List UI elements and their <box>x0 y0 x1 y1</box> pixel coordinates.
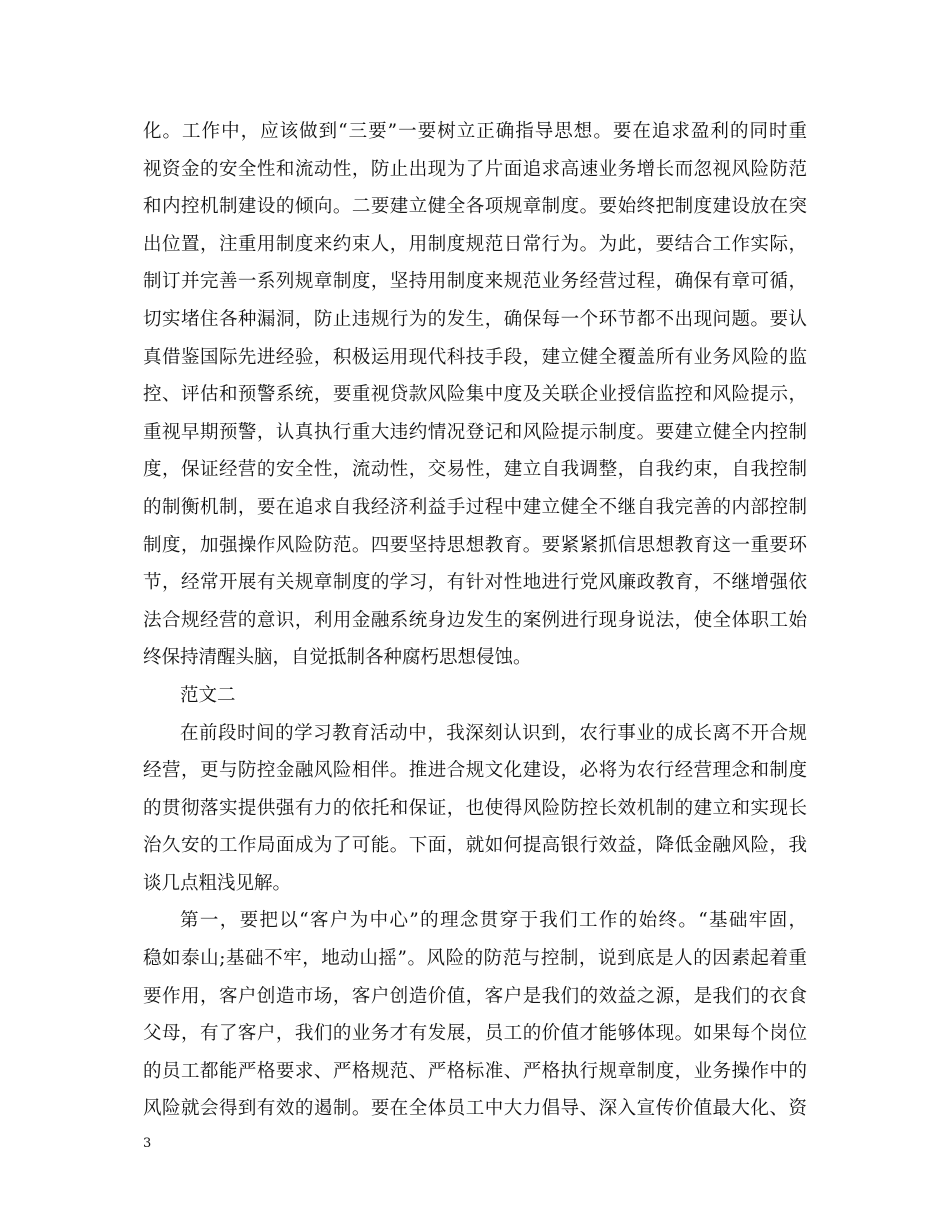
text-line: 要作用，客户创造市场，客户创造价值，客户是我们的效益之源，是我们的衣食 <box>143 985 807 1007</box>
text-line: 稳如泰山;基础不牢，地动山摇”。风险的防范与控制，说到底是人的因素起着重 <box>143 948 807 970</box>
text-line: 化。工作中，应该做到“三要”一要树立正确指导思想。要在追求盈利的同时重 <box>143 121 807 142</box>
text-line: 治久安的工作局面成为了可能。下面，就如何提高银行效益，降低金融风险，我 <box>143 835 807 857</box>
text-line: 的贯彻落实提供强有力的依托和保证，也使得风险防控长效机制的建立和实现长 <box>143 797 807 819</box>
text-line: 的员工都能严格要求、严格规范、严格标准、严格执行规章制度，业务操作中的 <box>143 1060 807 1082</box>
text-line: 风险就会得到有效的遏制。要在全体员工中大力倡导、深入宣传价值最大化、资 <box>143 1098 807 1120</box>
text-line: 在前段时间的学习教育活动中，我深刻认识到，农行事业的成长离不开合规 <box>180 722 807 744</box>
page-number: 3 <box>143 1136 152 1151</box>
text-line: 法合规经营的意识，利用金融系统身边发生的案例进行现身说法，使全体职工始 <box>143 609 807 631</box>
text-line: 切实堵住各种漏洞，防止违规行为的发生，确保每一个环节都不出现问题。要认 <box>143 308 807 330</box>
text-line: 和内控机制建设的倾向。二要建立健全各项规章制度。要始终把制度建设放在突 <box>143 196 807 218</box>
text-line: 视资金的安全性和流动性，防止出现为了片面追求高速业务增长而忽视风险防范 <box>143 158 807 180</box>
text-line: 真借鉴国际先进经验，积极运用现代科技手段，建立健全覆盖所有业务风险的监 <box>143 346 807 368</box>
text-line: 父母，有了客户，我们的业务才有发展，员工的价值才能够体现。如果每个岗位 <box>143 1023 807 1045</box>
text-line: 制度，加强操作风险防范。四要坚持思想教育。要紧紧抓信思想教育这一重要环 <box>143 534 807 556</box>
text-line: 度，保证经营的安全性，流动性，交易性，建立自我调整，自我约束，自我控制 <box>143 459 807 481</box>
body-text <box>143 113 807 1128</box>
text-line: 制订并完善一系列规章制度，坚持用制度来规范业务经营过程，确保有章可循， <box>143 271 807 293</box>
text-line: 的制衡机制，要在追求自我经济利益手过程中建立健全不继自我完善的内部控制 <box>143 496 807 518</box>
text-line: 终保持清醒头脑，自觉抵制各种腐朽思想侵蚀。 <box>143 647 532 669</box>
text-line: 节，经常开展有关规章制度的学习，有针对性地进行党风廉政教育，不继增强依 <box>143 572 807 594</box>
text-line: 控、评估和预警系统，要重视贷款风险集中度及关联企业授信监控和风险提示， <box>143 384 807 406</box>
text-line: 第一，要把以“客户为中心”的理念贯穿于我们工作的始终。“基础牢固， <box>180 910 807 932</box>
text-line: 范文二 <box>180 684 236 706</box>
text-line: 出位置，注重用制度来约束人，用制度规范日常行为。为此，要结合工作实际， <box>143 233 807 255</box>
text-line: 重视早期预警，认真执行重大违约情况登记和风险提示制度。要建立健全内控制 <box>143 421 807 443</box>
text-line: 经营，更与防控金融风险相伴。推进合规文化建设，必将为农行经营理念和制度 <box>143 760 807 782</box>
text-line: 谈几点粗浅见解。 <box>143 872 292 894</box>
